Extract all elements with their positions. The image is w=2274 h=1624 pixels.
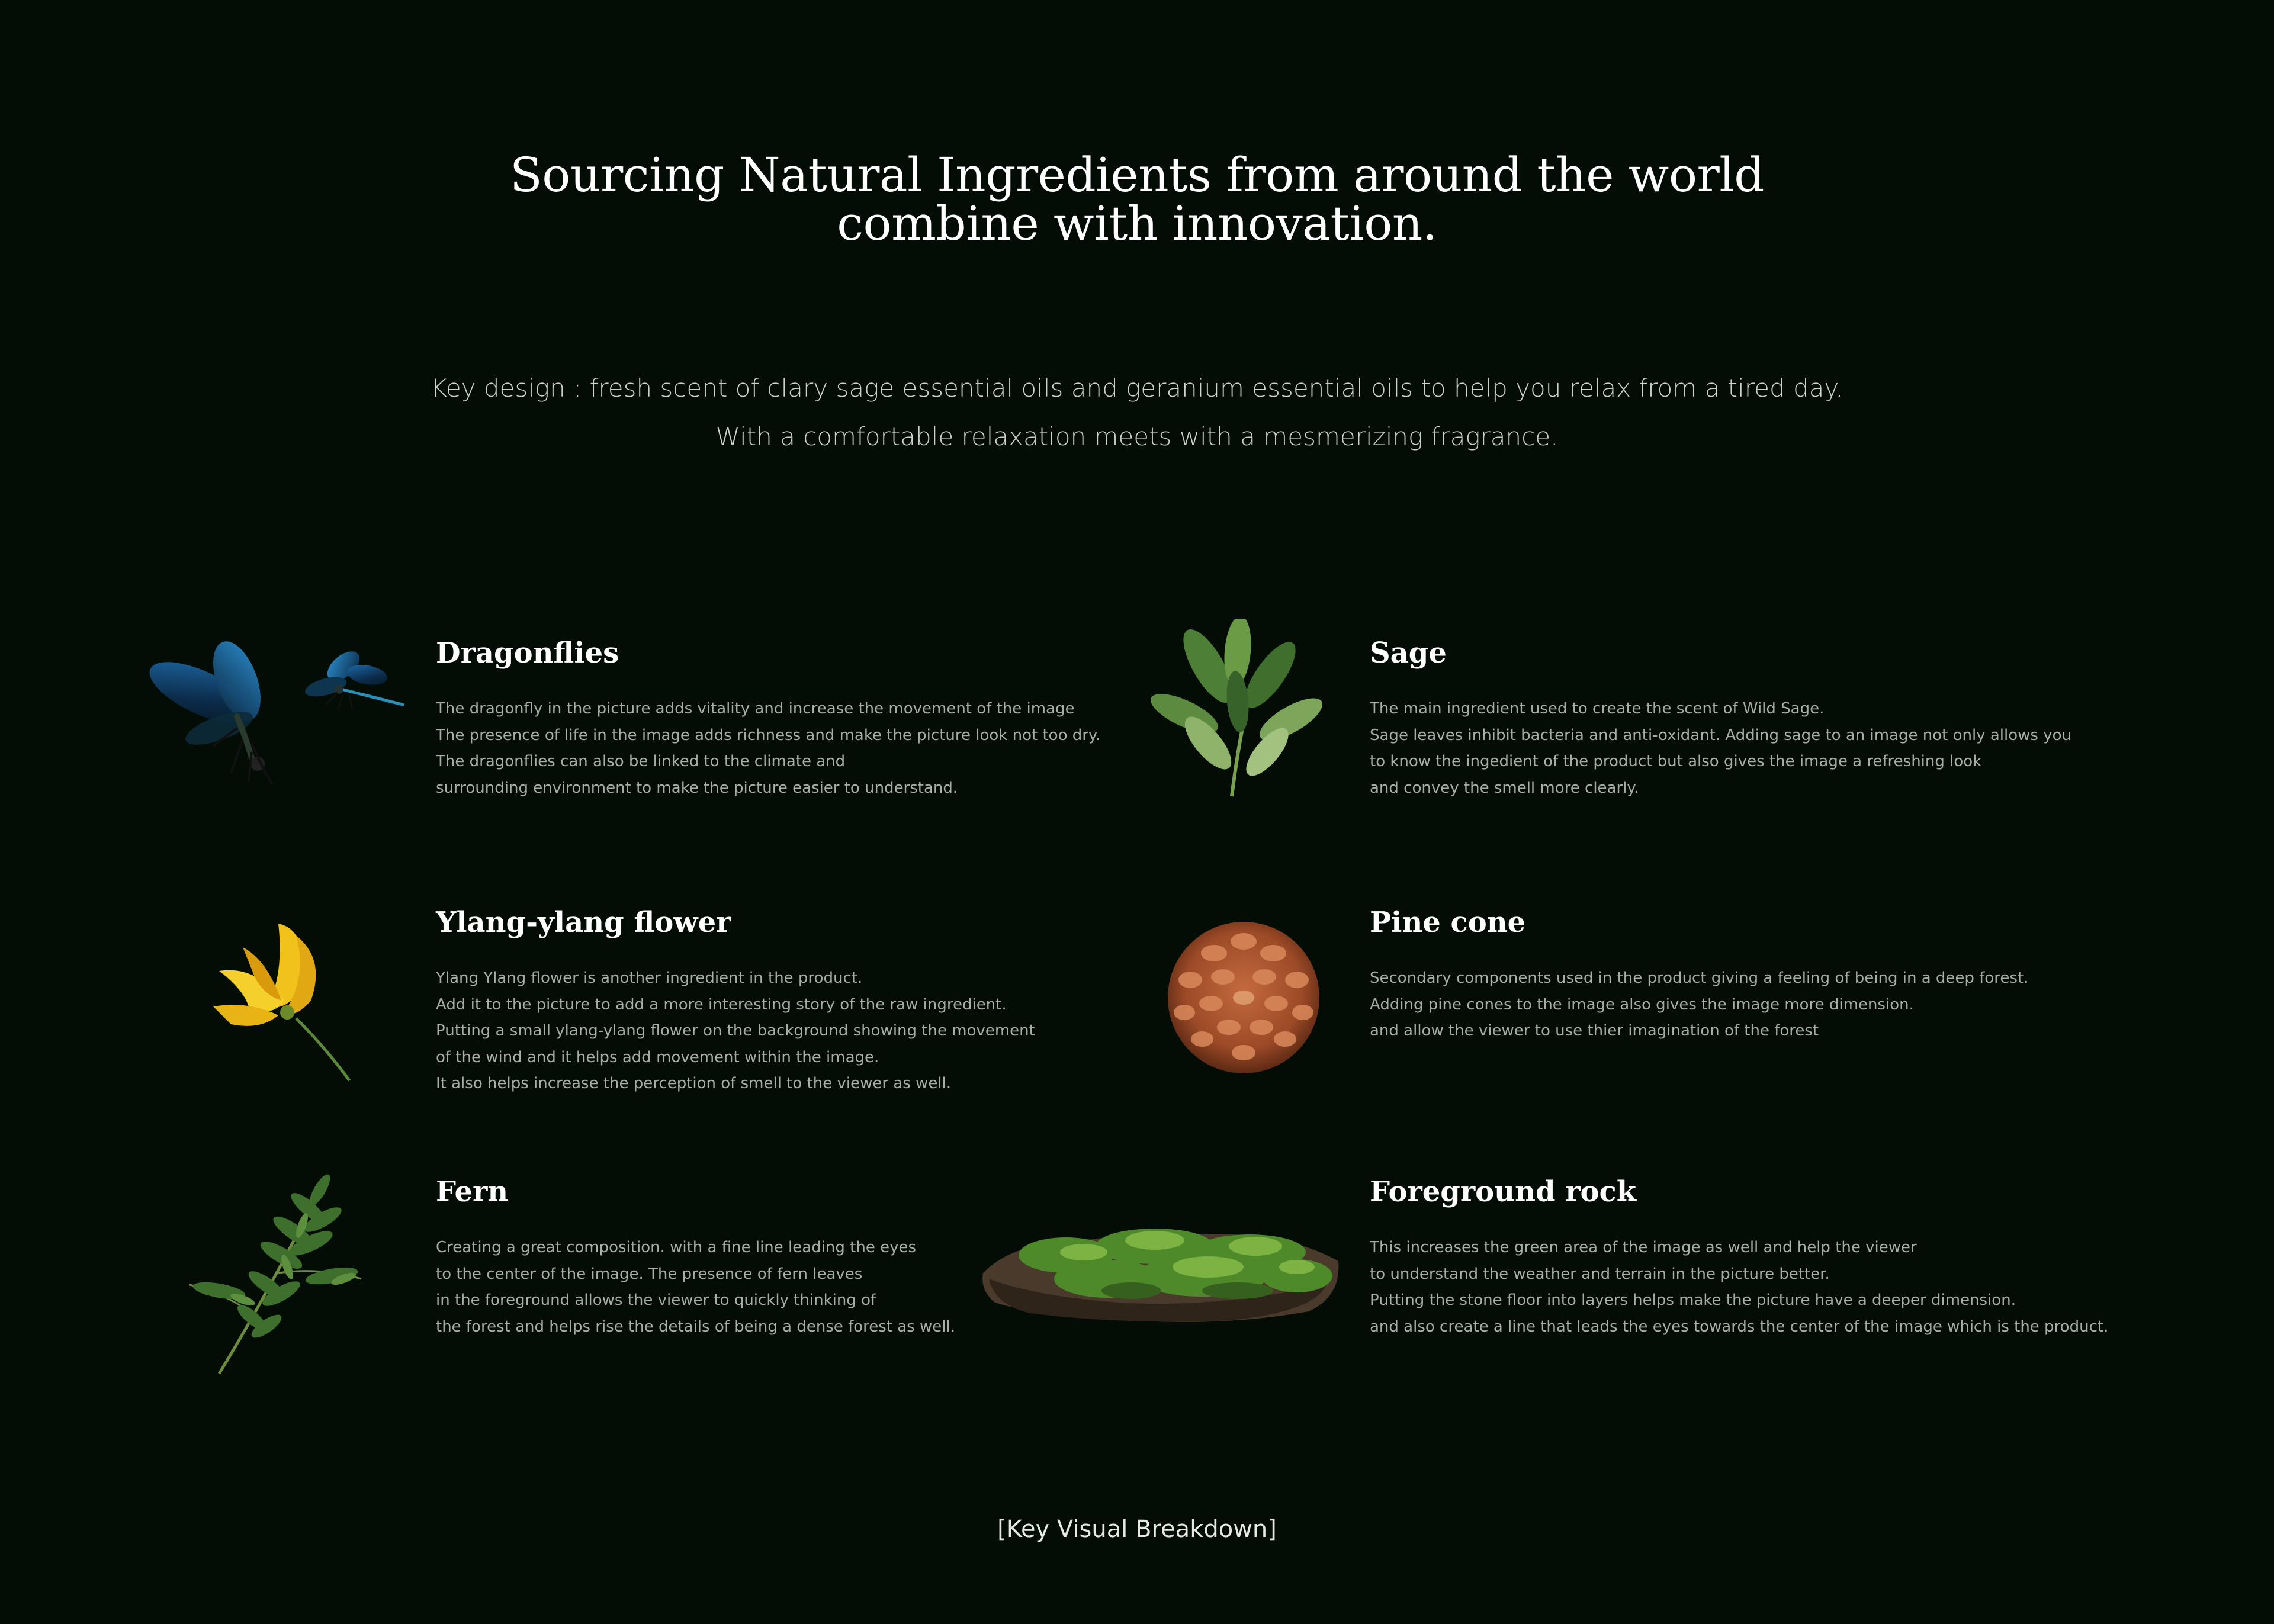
item-title-ylang-ylang: Ylang-ylang flower: [436, 906, 731, 939]
desc-line: and convey the smell more clearly.: [1370, 779, 1639, 797]
desc-line: The dragonflies can also be linked to the climate and: [436, 752, 846, 770]
item-title-foreground-rock: Foreground rock: [1370, 1175, 1637, 1208]
sage-icon: [1143, 619, 1332, 802]
desc-line: in the foreground allows the viewer to quickly thinking of: [436, 1291, 876, 1309]
desc-line: This increases the green area of the image as well and help the viewer: [1370, 1239, 1917, 1256]
desc-line: to know the ingedient of the product but also gives the image a refreshing look: [1370, 752, 1982, 770]
footer-caption: [Key Visual Breakdown]: [997, 1516, 1277, 1543]
desc-line: to understand the weather and terrain in the picture better.: [1370, 1265, 1830, 1283]
page-title-line-2: combine with innovation.: [837, 196, 1437, 251]
desc-line: Secondary components used in the product giving a feeling of being in a deep forest.: [1370, 969, 2029, 987]
intro-line-2: With a comfortable relaxation meets with a mesmerizing fragrance.: [715, 422, 1559, 451]
item-desc-fern: [436, 1234, 955, 1340]
desc-line: Adding pine cones to the image also gives the image more dimension.: [1370, 995, 1914, 1014]
item-desc-sage: [1370, 696, 2071, 801]
desc-line: of the wind and it helps add movement within the image.: [436, 1048, 879, 1066]
page-title-line-1: Sourcing Natural Ingredients from around the world: [509, 147, 1765, 202]
item-desc-ylang-ylang: [436, 965, 1035, 1097]
fern-icon: [184, 1166, 373, 1379]
desc-line: the forest and helps rise the details of being a dense forest as well.: [436, 1317, 956, 1336]
item-title-pine-cone: Pine cone: [1370, 906, 1526, 939]
desc-line: Add it to the picture to add a more interesting story of the raw ingredient.: [436, 995, 1007, 1014]
desc-line: It also helps increase the perception of smell to the viewer as well.: [436, 1075, 952, 1092]
desc-line: Creating a great composition. with a fine line leading the eyes: [436, 1239, 917, 1256]
desc-line: The main ingredient used to create the scent of Wild Sage.: [1370, 700, 1825, 718]
desc-line: and allow the viewer to use thier imagination of the forest: [1370, 1022, 1819, 1040]
item-desc-foreground-rock: [1370, 1234, 2108, 1340]
pine-cone-icon: [1158, 918, 1329, 1078]
desc-line: surrounding environment to make the picture easier to understand.: [436, 779, 958, 797]
item-desc-pine-cone: [1370, 965, 2028, 1044]
desc-line: Putting a small ylang-ylang flower on the background showing the movement: [436, 1022, 1035, 1040]
desc-line: Putting the stone floor into layers helps make the picture have a deeper dimension.: [1370, 1291, 2016, 1309]
desc-line: Ylang Ylang flower is another ingredient in the product.: [436, 969, 863, 987]
desc-line: Sage leaves inhibit bacteria and anti-oxidant. Adding sage to an image not only allows you: [1370, 726, 2071, 744]
desc-line: The dragonfly in the picture adds vitality and increase the movement of the image: [436, 700, 1075, 718]
desc-line: and also create a line that leads the eyes towards the center of the image which is the product.: [1370, 1317, 2109, 1336]
mossy-rock-icon: [977, 1208, 1344, 1326]
item-title-dragonflies: Dragonflies: [436, 636, 619, 670]
item-title-fern: Fern: [436, 1175, 509, 1208]
desc-line: The presence of life in the image adds richness and make the picture look not too dry.: [436, 726, 1100, 744]
item-title-sage: Sage: [1370, 636, 1447, 670]
ylang-ylang-flower-icon: [207, 912, 355, 1089]
page-title: [0, 147, 2274, 251]
intro-text: [0, 364, 2274, 461]
intro-line-1: Key design : fresh scent of clary sage essential oils and geranium essential oils to help you relax from a tired day.: [431, 374, 1843, 403]
desc-line: to the center of the image. The presence of fern leaves: [436, 1265, 863, 1283]
dragonfly-icon: [148, 639, 409, 799]
item-desc-dragonflies: [436, 696, 1100, 801]
